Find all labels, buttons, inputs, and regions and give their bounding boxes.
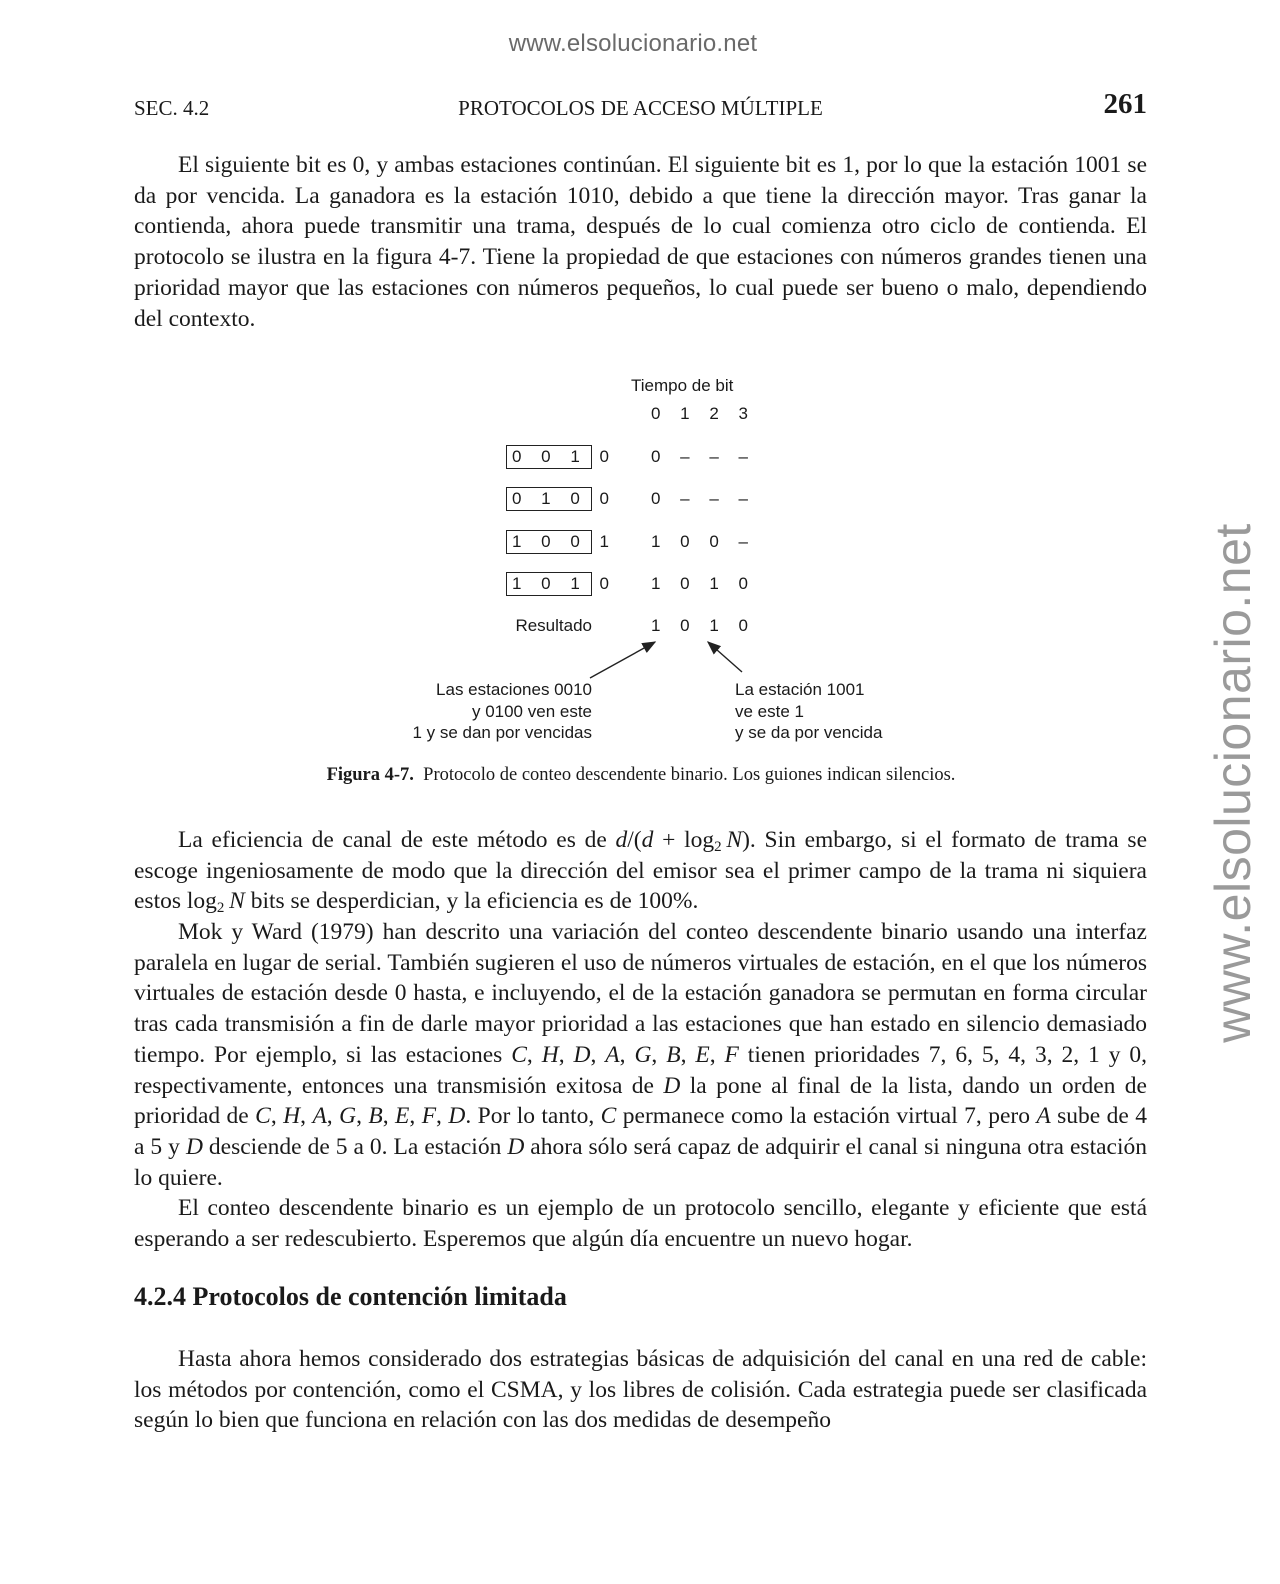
note-right: La estación 1001 ve este 1 y se da por vencida [735,680,883,742]
figure-4-7 [0,360,1280,800]
station-box: 0 1 0 0 [506,487,592,511]
caption-label: Figura 4-7. [326,765,414,785]
chapter-title: PROTOCOLOS DE ACCESO MÚLTIPLE [458,96,823,120]
arrow-left [590,642,655,678]
station-bits: 0 – – – [651,447,756,466]
result-label: Resultado [515,616,592,635]
paragraph-intro: El siguiente bit es 0, y ambas estaciones continúan. El siguiente bit es 1, por lo que la estación 1001 se da por vencida. La ganadora es la estación 1010, debido a que tiene la dirección mayor. Tras ganar la contienda, ahora puede transmitir una trama, después de lo cual comienza otro ciclo de contienda. El protocolo se ilustra en la figura 4-7. Tiene la propiedad de que estaciones con números grandes tienen una prioridad mayor que las estaciones con números pequeños, lo cual puede ser bueno o malo, dependiendo del contexto. [134,152,1147,332]
figure-caption [0,765,1280,786]
bit-time-label: Tiempo de bit [631,376,734,395]
page-number: 261 [1103,88,1147,120]
watermark-side: www.elsolucionario.net [1205,523,1261,1043]
paragraph-efficiency: La eficiencia de canal de este método es de $d/(d + \log_2 N)$. Sin embargo, si el formato de trama se escoge ingeniosamente de modo que la dirección del emisor sea el primer campo de la trama ni siquiera estos $\log_2 N$ bits se desperdician, y la eficiencia es de 100%. [134,827,1148,917]
station-box: 1 0 0 1 [506,530,592,554]
paragraph-elegant: El conteo descendente binario es un ejemplo de un protocolo sencillo, elegante y eficiente que está esperando a ser redescubierto. Esperemos que algún día encuentre un nuevo hogar. [134,1195,1147,1252]
paragraph-strategies: Hasta ahora hemos considerado dos estrategias básicas de adquisición del canal en una red de cable: los métodos por contención, como el CSMA, y los libres de colisión. Cada estrategia puede ser clasificada según lo bien que funciona en relación con las dos medidas de desempeño [134,1346,1147,1434]
station-bits: 1 0 0 – [651,532,756,551]
station-box: 1 0 1 0 [506,572,592,596]
station-bits: 0 – – – [651,489,756,508]
paragraph-mok-ward: Mok y Ward (1979) han descrito una variación del conteo descendente binario usando una interfaz paralela en lugar de serial. También sugieren el uso de números virtuales de estación, en el que los números virtuales de estación desde 0 hasta, e incluyendo, el de la estación ganadora se permutan en forma circular tras cada transmisión a fin de darle mayor prioridad a las estaciones que han estado en silencio demasiado tiempo. Por ejemplo, si las estaciones C, H, D, A, G, B, E, F tienen prioridades 7, 6, 5, 4, 3, 2, 1 y 0, respectivamente, entonces una transmisión exitosa de D la pone al final de la lista, dando un orden de prioridad de C, H, A, G, B, E, F, D. Por lo tanto, C permanece como la estación virtual 7, pero A sube de 4 a 5 y D desciende de 5 a 0. La estación D ahora sólo será capaz de adquirir el canal si ninguna otra estación lo quiere. [134,919,1148,1191]
station-box: 0 0 1 0 [506,445,592,469]
station-bits: 1 0 1 0 [651,574,756,593]
arrow-right [708,642,742,672]
result-bits: 1 0 1 0 [651,616,756,635]
section-heading: 4.2.4 Protocolos de contención limitada [134,1282,567,1311]
arrows [0,360,1280,800]
bit-indices: 0 1 2 3 [651,404,756,423]
note-left: Las estaciones 0010 y 0100 ven este 1 y se dan por vencidas [412,680,592,742]
caption-text: Protocolo de conteo descendente binario. Los guiones indican silencios. [423,765,956,785]
watermark-top: www.elsolucionario.net [508,30,758,57]
running-head [134,88,1147,128]
section-label: SEC. 4.2 [134,96,210,120]
